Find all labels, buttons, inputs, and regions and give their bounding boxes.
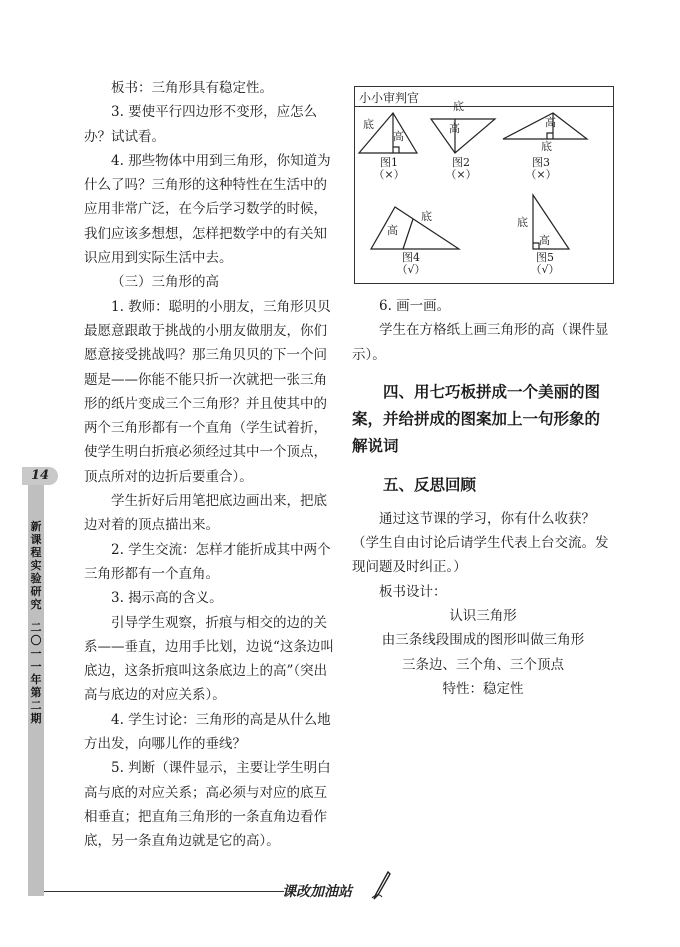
triangle-fig2 <box>431 119 495 153</box>
paragraph: 3. 要使平行四边形不变形，应怎么办？试试看。 <box>84 104 318 145</box>
height-label: 高 <box>393 130 404 143</box>
board-design-line: 认识三角形 <box>449 608 517 625</box>
page-number: 14 <box>22 467 58 485</box>
section-heading: 五、反思回顾 <box>383 475 477 494</box>
board-design-line: 由三条线段围成的图形叫做三角形 <box>381 632 585 649</box>
paragraph: 学生在方格纸上画三角形的高（课件显示）。 <box>352 322 609 363</box>
paragraph: 板书：三角形具有稳定性。 <box>111 80 273 96</box>
section-heading: 四、用七巧板拼成一个美丽的图案，并给拼成的图案加上一句形象的解说词 <box>352 382 601 455</box>
base-label: 底 <box>421 210 432 223</box>
figure-caption: 图1 （×） <box>373 156 405 181</box>
figure-caption: 图2 （×） <box>445 156 477 181</box>
pencil-icon <box>370 870 392 900</box>
paragraph: 板书设计： <box>379 583 447 600</box>
issue-label: 二 〇 一 一 年 第 二 期 <box>30 621 42 725</box>
height-label: 高 <box>387 224 398 237</box>
height-label: 高 <box>539 234 550 247</box>
height-line-fig4 <box>403 219 413 249</box>
footer-title: 课改加油站 <box>282 884 352 900</box>
section-subheading: （三）三角形的高 <box>111 274 219 291</box>
height-label: 高 <box>545 116 556 129</box>
paragraph: 2. 学生交流：怎样才能折成其中两个三角形都有一个直角。 <box>84 541 331 582</box>
left-column <box>84 76 334 854</box>
paragraph: 5. 判断（课件显示，主要让学生明白高与底的对应关系；高必须与对应的底互相垂直；把直角三角形的一条直角边看作底，另一条直角边就是它的高）。 <box>84 760 331 850</box>
height-label: 高 <box>449 122 460 135</box>
figure-caption: 图3 （×） <box>525 156 557 181</box>
right-column <box>352 294 614 701</box>
journal-name: 新 课 程 实 验 研 究 <box>30 520 42 611</box>
triangle-fig4 <box>371 207 459 249</box>
paragraph: 4. 那些物体中用到三角形，你知道为什么了吗？三角形的这种特性在生活中的应用非常广泛，在今后学习数学的时候，我们应该多想想，怎样把数学中的有关知识应用到实际生活中去。 <box>84 152 331 267</box>
figure-caption: 图4 （√） <box>396 251 426 276</box>
paragraph: 3. 揭示高的含义。 <box>111 590 223 607</box>
figure-caption: 图5 （√） <box>530 251 560 276</box>
footer-rule <box>44 891 284 892</box>
paragraph: 学生折好后用笔把底边画出来，把底边对着的顶点描出来。 <box>84 493 327 534</box>
base-label: 底 <box>453 100 464 113</box>
paragraph: 引导学生观察，折痕与相交的边的关系——垂直，边用手比划，边说“这条边叫底边，这条折痕叫这条底边上的高”（突出高与底边的对应关系）。 <box>84 614 334 704</box>
right-angle-mark <box>547 133 553 139</box>
base-label: 底 <box>517 216 528 229</box>
box-title: 小小审判官 <box>359 91 420 105</box>
base-label: 底 <box>541 140 552 153</box>
right-angle-mark <box>393 147 399 153</box>
board-design-line: 特性：稳定性 <box>442 680 524 697</box>
paragraph: 6. 画一画。 <box>379 298 451 314</box>
board-design-line: 三条边、三个角、三个顶点 <box>402 656 564 673</box>
base-label: 底 <box>363 118 374 131</box>
journal-vertical-title <box>28 520 44 725</box>
paragraph: 4. 学生讨论：三角形的高是从什么地方出发，向哪儿作的垂线？ <box>84 711 331 753</box>
paragraph: 通过这节课的学习，你有什么收获？（学生自由讨论后请学生代表上台交流。发现问题及时纠正。） <box>352 510 609 576</box>
paragraph: 1. 教师：聪明的小朋友，三角形贝贝最愿意跟敢于挑战的小朋友做朋友，你们愿意接受挑战吗？那三角贝贝的下一个问题是——你能不能只折一次就把一张三角形的纸片变成三个三角形？并且使其中的两个三角形都有一个直角（学生试着折，使学生明白折痕必须经过其中一个顶点，顶点所对的边折后要重合）。 <box>84 298 331 485</box>
judge-figure-box <box>354 86 614 284</box>
